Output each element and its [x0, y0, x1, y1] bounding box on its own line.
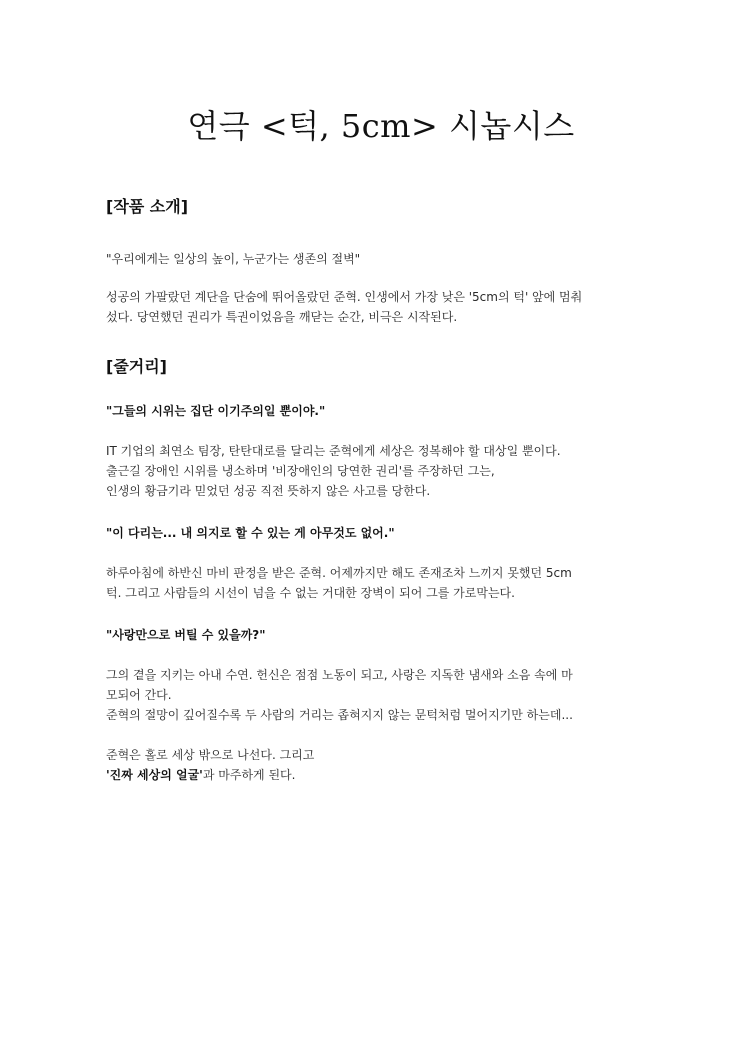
intro-section — [106, 196, 656, 327]
plot-quote-2: "이 다리는... 내 의지로 할 수 있는 게 아무것도 없어." — [106, 526, 395, 540]
plot-closing-line — [106, 765, 656, 785]
plot-paragraph-line: 그의 곁을 지키는 아내 수연. 헌신은 점점 노동이 되고, 사랑은 지독한 냄새와 소음 속에 마 — [106, 668, 573, 682]
intro-body — [106, 287, 656, 327]
plot-paragraph-line: IT 기업의 최연소 팀장, 탄탄대로를 달리는 준혁에게 세상은 정복해야 할 대상일 뿐이다. — [106, 444, 561, 458]
document-title: 연극 <턱, 5cm> 시놉시스 — [187, 107, 575, 145]
plot-paragraph-3 — [106, 665, 656, 725]
plot-quote-1: "그들의 시위는 집단 이기주의일 뿐이야." — [106, 404, 326, 418]
plot-paragraph-1 — [106, 441, 656, 501]
intro-body-line: 섰다. 당연했던 권리가 특권이었음을 깨닫는 순간, 비극은 시작된다. — [106, 310, 458, 324]
intro-heading: [작품 소개] — [106, 197, 189, 216]
plot-paragraph-line: 준혁의 절망이 깊어질수록 두 사람의 거리는 좁혀지지 않는 문턱처럼 멀어지기만 하는데... — [106, 708, 573, 722]
plot-paragraph-line: 출근길 장애인 시위를 냉소하며 '비장애인의 당연한 권리'를 주장하던 그는, — [106, 464, 495, 478]
plot-closing — [106, 745, 656, 785]
plot-quote-3: "사랑만으로 버틸 수 있을까?" — [106, 628, 266, 642]
intro-tagline: "우리에게는 일상의 높이, 누군가는 생존의 절벽" — [106, 252, 361, 266]
plot-paragraph-line: 모되어 간다. — [106, 688, 172, 702]
closing-emphasis: '진짜 세상의 얼굴' — [106, 768, 203, 782]
intro-body-line: 성공의 가팔랐던 계단을 단숨에 뛰어올랐던 준혁. 인생에서 가장 낮은 '5cm의 턱' 앞에 멈춰 — [106, 290, 583, 304]
plot-section — [106, 356, 656, 785]
plot-closing-line: 준혁은 홀로 세상 밖으로 나선다. 그리고 — [106, 748, 315, 762]
plot-paragraph-2 — [106, 563, 656, 603]
closing-rest: 과 마주하게 된다. — [202, 768, 296, 782]
plot-paragraph-line: 턱. 그리고 사람들의 시선이 넘을 수 없는 거대한 장벽이 되어 그를 가로막는다. — [106, 586, 515, 600]
plot-paragraph-line: 인생의 황금기라 믿었던 성공 직전 뜻하지 않은 사고를 당한다. — [106, 484, 431, 498]
plot-paragraph-line: 하루아침에 하반신 마비 판정을 받은 준혁. 어제까지만 해도 존재조차 느끼지 못했던 5cm — [106, 566, 572, 580]
plot-heading: [줄거리] — [106, 357, 167, 376]
